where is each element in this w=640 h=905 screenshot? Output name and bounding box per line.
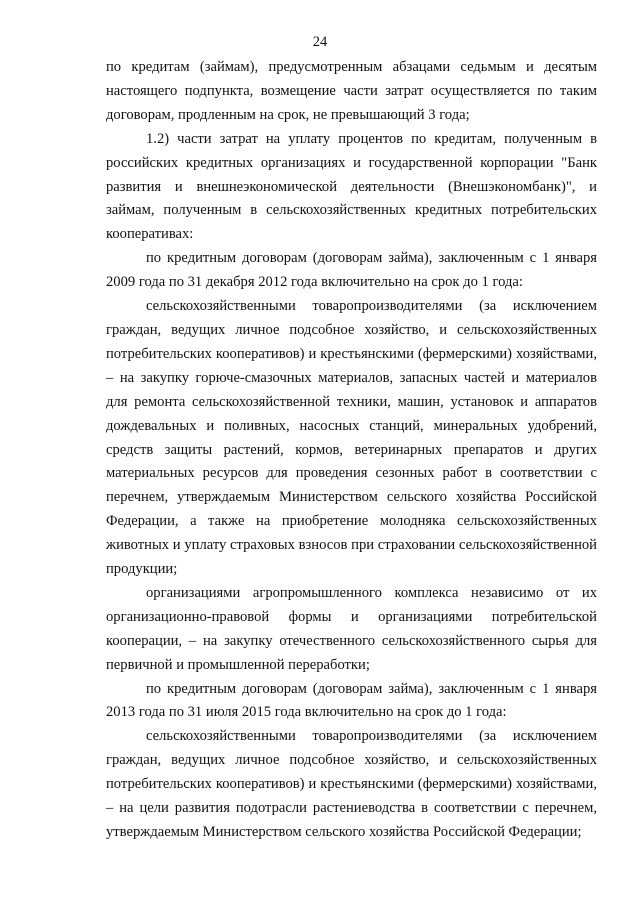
paragraph-item-1-2: 1.2) части затрат на уплату процентов по кредитам, полученным в российских кредитных организациях и государственной корпорации "Банк развития и внешнеэкономической деятельности (Внешэкономбанк)", и займам, полученным в сельскохозяйственных кредитных потребительских кооперативах: <box>106 130 597 243</box>
paragraph-loans-2013-2015: по кредитным договорам (договорам займа), заключенным с 1 января 2013 года по 31 июля 2015 года включительно на срок до 1 года: <box>106 680 597 721</box>
paragraph-agro-organizations: организациями агропромышленного комплекса независимо от их организационно-правовой формы и организациями потребительской кооперации, – на закупку отечественного сельскохозяйственного сырья для первичной и промышленной переработки; <box>106 584 597 673</box>
paragraph-loans-2009-2012: по кредитным договорам (договорам займа), заключенным с 1 января 2009 года по 31 декабря 2012 года включительно на срок до 1 года: <box>106 250 597 291</box>
paragraph-continuation: по кредитам (займам), предусмотренным абзацами седьмым и десятым настоящего подпункта, возмещение части затрат осуществляется по таким договорам, продленным на срок, не превышающий 3 года; <box>106 59 597 123</box>
page-number: 24 <box>312 34 328 50</box>
paragraph-agri-producers-crops: сельскохозяйственными товаропроизводителями (за исключением граждан, ведущих личное подсобное хозяйство, и сельскохозяйственных потребительских кооперативов) и крестьянскими (фермерскими) хозяйствами, – на цели развития подотрасли растениеводства в соответствии с перечнем, утверждаемым Министерством сельского хозяйства Российской Федерации; <box>106 728 597 840</box>
paragraph-agri-producers-materials: сельскохозяйственными товаропроизводителями (за исключением граждан, ведущих личное подсобное хозяйство, и сельскохозяйственных потребительских кооперативов) и крестьянскими (фермерскими) хозяйствами, – на закупку горюче-смазочных материалов, запасных частей и материалов для ремонта сельскохозяйственной техники, машин, установок и аппаратов дождевальных и поливных, насосных станций, минеральных удобрений, средств защиты растений, кормов, ветеринарных препаратов и других материальных ресурсов для проведения сезонных работ в соответствии с перечнем, утверждаемым Министерством сельского хозяйства Российской Федерации, а также на приобретение молодняка сельскохозяйственных животных и уплату страховых взносов при страховании сельскохозяйственной продукции; <box>106 298 597 578</box>
document-body <box>106 56 597 845</box>
